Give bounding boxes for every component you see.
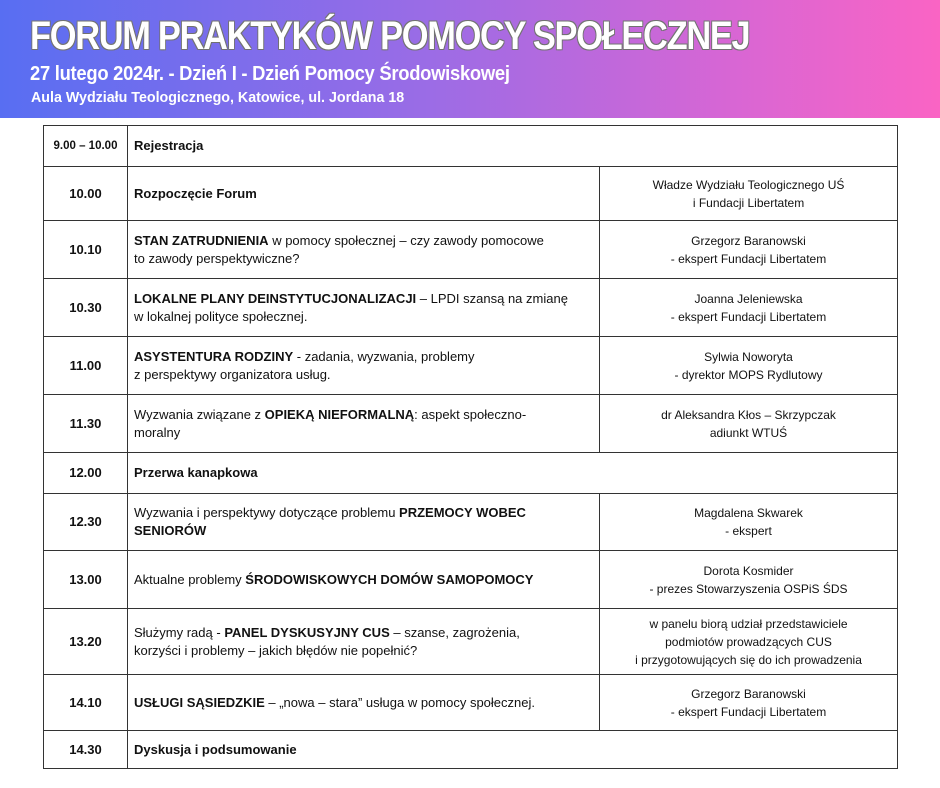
agenda-topic: [128, 395, 600, 453]
agenda-table: [43, 125, 898, 769]
speaker-name: dr Aleksandra Kłos – Skrzypczak: [661, 407, 836, 422]
agenda-row: [44, 279, 898, 337]
agenda-time: 12.00: [44, 453, 128, 494]
event-venue: Aula Wydziału Teologicznego, Katowice, ul. Jordana 18: [31, 89, 405, 106]
event-title: FORUM PRAKTYKÓW POMOCY SPOŁECZNEJ: [30, 14, 750, 58]
topic-highlight: ŚRODOWISKOWYCH DOMÓW SAMOPOMOCY: [245, 571, 534, 587]
agenda-row: [44, 395, 898, 453]
agenda-time: 10.10: [44, 221, 128, 279]
agenda-time: 10.30: [44, 279, 128, 337]
agenda-row: [44, 494, 898, 551]
topic-highlight: USŁUGI SĄSIEDZKIE: [134, 694, 265, 710]
agenda-time: 13.20: [44, 609, 128, 675]
speaker-role: - ekspert Fundacji Libertatem: [670, 704, 827, 719]
agenda-speaker: [600, 609, 898, 675]
topic-text: - zadania, wyzwania, problemy: [293, 348, 475, 364]
agenda-row: [44, 221, 898, 279]
topic-highlight: LOKALNE PLANY DEINSTYTUCJONALIZACJI: [134, 290, 417, 306]
topic-text: Aktualne problemy: [134, 571, 246, 587]
agenda-time: 10.00: [44, 167, 128, 221]
topic-text: z perspektywy organizatora usług.: [134, 366, 331, 382]
agenda-row: [44, 609, 898, 675]
event-date: 27 lutego 2024r. - Dzień I - Dzień Pomocy Środowiskowej: [30, 63, 510, 85]
speaker-role: - ekspert Fundacji Libertatem: [670, 309, 827, 324]
agenda-topic: [128, 337, 600, 395]
speaker-name: Władze Wydziału Teologicznego UŚ: [652, 177, 845, 192]
agenda-speaker: [600, 675, 898, 731]
topic-highlight: ASYSTENTURA RODZINY: [134, 348, 294, 364]
speaker-role: - ekspert Fundacji Libertatem: [670, 251, 827, 266]
agenda-row: [44, 675, 898, 731]
topic-highlight: PANEL DYSKUSYJNY CUS: [224, 624, 390, 640]
agenda-topic: [128, 551, 600, 609]
agenda-time: 13.00: [44, 551, 128, 609]
topic-text: to zawody perspektywiczne?: [134, 250, 300, 266]
agenda-topic: Przerwa kanapkowa: [128, 453, 898, 494]
agenda-topic: [128, 609, 600, 675]
topic-text: w pomocy społecznej – czy zawody pomocowe: [268, 232, 544, 248]
agenda-row: [44, 453, 898, 494]
speaker-role: adiunkt WTUŚ: [709, 425, 788, 440]
speaker-name: Dorota Kosmider: [703, 563, 794, 578]
speaker-role: - prezes Stowarzyszenia OSPiS ŚDS: [649, 581, 848, 596]
speaker-name: Magdalena Skwarek: [694, 506, 803, 520]
speaker-role: i Fundacji Libertatem: [692, 195, 805, 210]
agenda-speaker: [600, 337, 898, 395]
agenda-speaker: [600, 221, 898, 279]
speaker-name: Sylwia Noworyta: [704, 349, 793, 364]
header-banner: [0, 0, 940, 118]
topic-text: korzyści i problemy – jakich błędów nie popełnić?: [134, 642, 418, 658]
topic-text: Wyzwania i perspektywy dotyczące problemu: [134, 505, 400, 520]
agenda-row: [44, 731, 898, 769]
topic-highlight: PRZEMOCY WOBEC: [399, 505, 526, 520]
agenda-time: 9.00 – 10.00: [44, 126, 128, 167]
agenda-speaker: [600, 167, 898, 221]
agenda-time: 14.30: [44, 731, 128, 769]
agenda-time: 11.30: [44, 395, 128, 453]
topic-highlight: STAN ZATRUDNIENIA: [134, 232, 269, 248]
topic-text: – szanse, zagrożenia,: [389, 624, 520, 640]
speaker-name: Grzegorz Baranowski: [691, 233, 806, 248]
topic-text: w lokalnej polityce społecznej.: [134, 308, 308, 324]
topic-highlight: OPIEKĄ NIEFORMALNĄ: [264, 406, 415, 422]
agenda-speaker: [600, 551, 898, 609]
agenda-topic: Rozpoczęcie Forum: [128, 167, 600, 221]
agenda-topic: [128, 221, 600, 279]
agenda-topic: Rejestracja: [128, 126, 898, 167]
speaker-role: - ekspert: [725, 524, 772, 538]
topic-text: moralny: [134, 424, 181, 440]
agenda-speaker: [600, 279, 898, 337]
agenda-topic: [128, 494, 600, 551]
topic-text: : aspekt społeczno-: [414, 406, 527, 422]
topic-text: Wyzwania związane z: [134, 406, 265, 422]
agenda-time: 12.30: [44, 494, 128, 551]
speaker-name: w panelu biorą udział przedstawiciele: [649, 616, 848, 631]
speaker-role: - dyrektor MOPS Rydlutowy: [674, 367, 823, 382]
agenda-topic: Dyskusja i podsumowanie: [128, 731, 898, 769]
agenda-row: [44, 551, 898, 609]
agenda-speaker: [600, 494, 898, 551]
speaker-role: i przygotowujących się do ich prowadzenia: [635, 652, 862, 667]
agenda-time: 14.10: [44, 675, 128, 731]
topic-text: – „nowa – stara” usługa w pomocy społecznej.: [264, 694, 535, 710]
agenda-row: [44, 337, 898, 395]
speaker-role: podmiotów prowadzących CUS: [665, 634, 832, 649]
agenda-topic: [128, 675, 600, 731]
speaker-name: Grzegorz Baranowski: [691, 686, 806, 701]
agenda-row: [44, 126, 898, 167]
topic-text: – LPDI szansą na zmianę: [416, 290, 568, 306]
agenda-topic: [128, 279, 600, 337]
agenda-speaker: [600, 395, 898, 453]
topic-highlight: SENIORÓW: [134, 523, 207, 538]
topic-text: Służymy radą -: [134, 624, 225, 640]
agenda-time: 11.00: [44, 337, 128, 395]
agenda-row: [44, 167, 898, 221]
speaker-name: Joanna Jeleniewska: [694, 291, 803, 306]
